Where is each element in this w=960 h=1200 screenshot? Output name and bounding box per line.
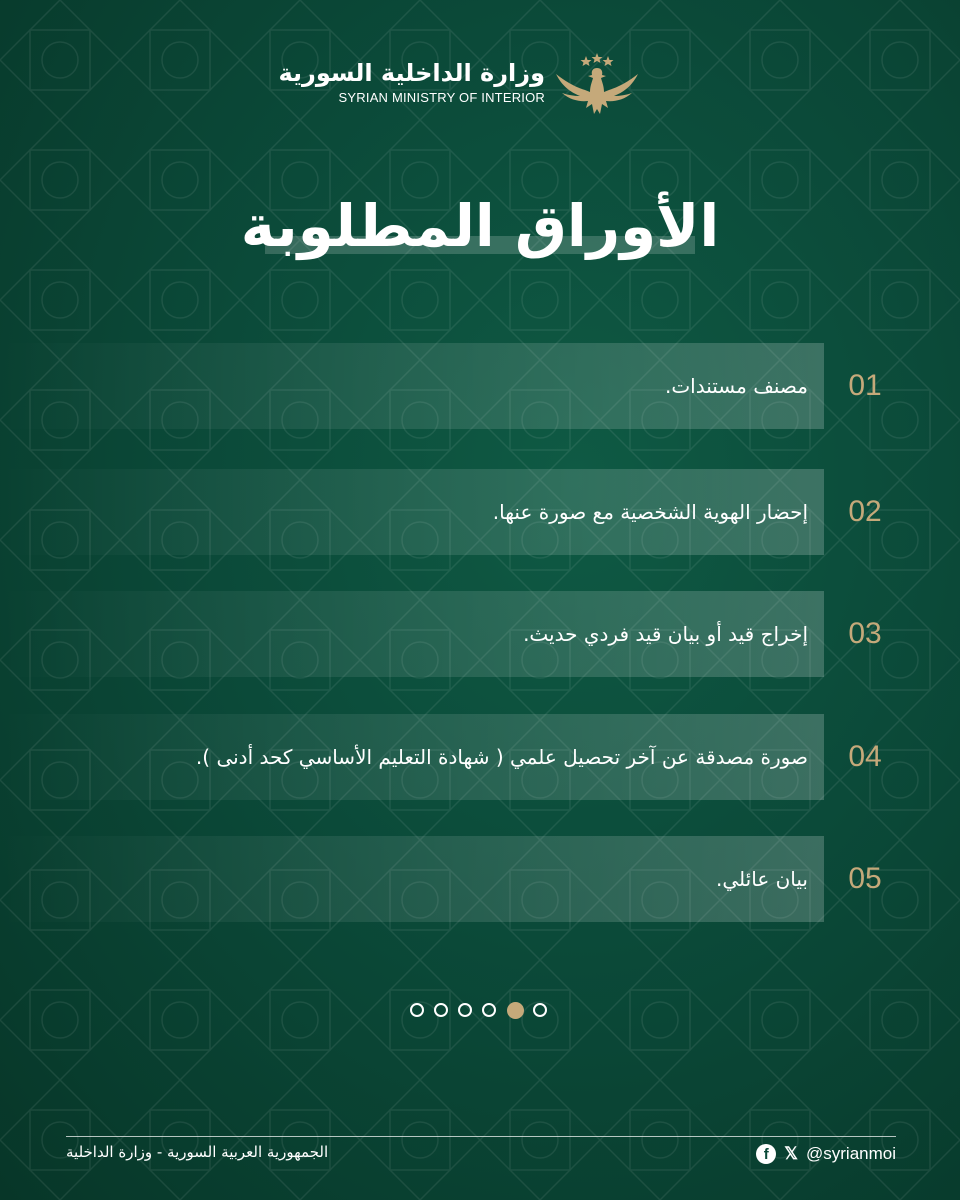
list-item-number: 03 (848, 617, 882, 650)
list-item (0, 343, 824, 429)
list-item-number: 02 (848, 495, 882, 528)
list-item (0, 714, 824, 800)
list-item (0, 836, 824, 922)
facebook-icon[interactable]: f (756, 1144, 776, 1164)
page-title: الأوراق المطلوبة (240, 192, 720, 260)
list-item-number: 01 (848, 369, 882, 402)
list-item-text: إحضار الهوية الشخصية مع صورة عنها. (492, 500, 808, 524)
brand-header (278, 52, 650, 122)
brand-name-english: SYRIAN MINISTRY OF INTERIOR (338, 90, 545, 105)
pagination-dot[interactable] (482, 1003, 496, 1017)
pagination-dot[interactable] (434, 1003, 448, 1017)
list-item-text: مصنف مستندات. (664, 374, 808, 398)
list-item-text: صورة مصدقة عن آخر تحصيل علمي ( شهادة التعليم الأساسي كحد أدنى ). (195, 745, 808, 769)
list-item (0, 591, 824, 677)
pagination-dot[interactable] (410, 1003, 424, 1017)
eagle-emblem-icon (552, 52, 642, 118)
pagination-dot-active[interactable] (507, 1002, 524, 1019)
list-item-text: إخراج قيد أو بيان قيد فردي حديث. (523, 622, 808, 646)
footer-divider (66, 1136, 896, 1137)
pagination-dot[interactable] (533, 1003, 547, 1017)
list-item-text: بيان عائلي. (716, 867, 808, 891)
list-item-number: 04 (848, 740, 882, 773)
list-item (0, 469, 824, 555)
footer-social (756, 1141, 896, 1167)
page-title-block (0, 190, 960, 270)
social-handle[interactable]: @syrianmoi (806, 1144, 896, 1163)
list-item-number: 05 (848, 862, 882, 895)
carousel-pagination (410, 1001, 555, 1021)
x-icon[interactable]: 𝕏 (784, 1144, 798, 1163)
pagination-dot[interactable] (458, 1003, 472, 1017)
brand-text (278, 58, 545, 105)
footer-text: الجمهورية العربية السورية - وزارة الداخلية (66, 1143, 329, 1161)
brand-name-arabic: وزارة الداخلية السورية (278, 59, 545, 87)
